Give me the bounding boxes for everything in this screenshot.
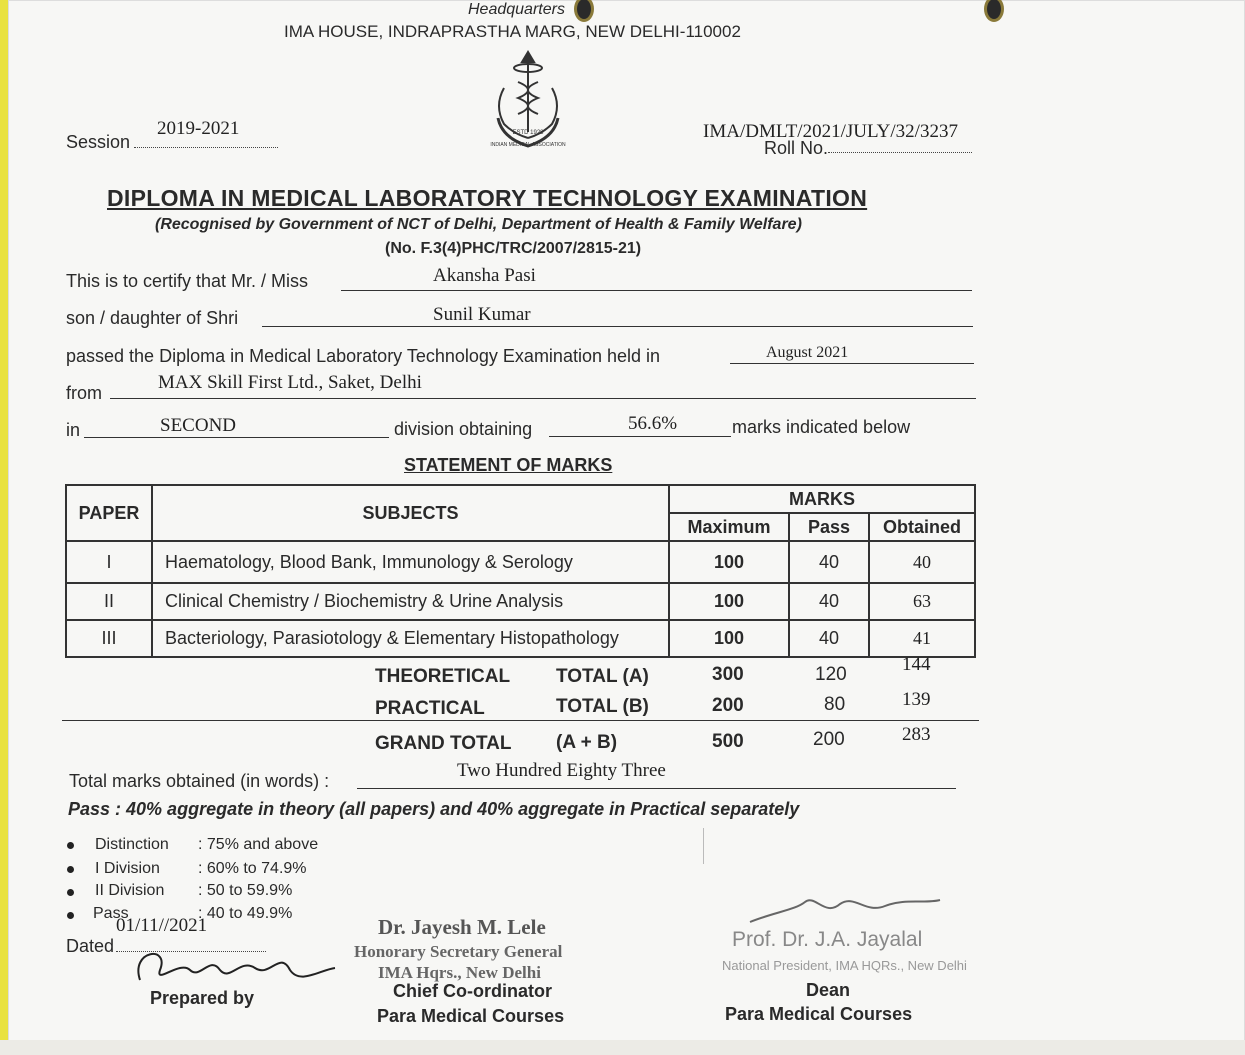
- table-row: [66, 583, 975, 620]
- header-paper: PAPER: [66, 485, 152, 541]
- maximum-marks: 100: [669, 541, 789, 583]
- practical-obtained: 139: [902, 689, 931, 710]
- passed-label: passed the Diploma in Medical Laboratory Technology Examination held in: [66, 346, 661, 366]
- ima-emblem-icon: [478, 48, 578, 152]
- exam-held-in: August 2021: [766, 344, 849, 361]
- address: IMA HOUSE, INDRAPRASTHA MARG, NEW DELHI-110002: [284, 22, 741, 41]
- grade-range: : 60% to 74.9%: [198, 860, 307, 877]
- grade-range: : 75% and above: [198, 836, 319, 853]
- session-label: Session: [66, 132, 131, 152]
- pass-marks: 40: [789, 583, 869, 620]
- practical-pass: 80: [824, 694, 846, 715]
- from-label: from: [66, 383, 102, 403]
- grand-pass: 200: [813, 729, 845, 750]
- paper-number: III: [66, 620, 152, 657]
- coordinator-stamp-place: IMA Hqrs., New Delhi: [378, 963, 541, 982]
- underlying-sheet: [0, 1040, 1245, 1055]
- table-row: [66, 620, 975, 657]
- obtained-marks: 41: [869, 620, 975, 657]
- theoretical-maximum: 300: [712, 664, 744, 685]
- pass-marks: 40: [789, 620, 869, 657]
- header-maximum: Maximum: [669, 513, 789, 541]
- header-marks: MARKS: [669, 485, 975, 513]
- parent-label: son / daughter of Shri: [66, 308, 239, 328]
- obtained-marks: 40: [869, 541, 975, 583]
- grand-total-label: GRAND TOTAL: [375, 733, 512, 754]
- practical-maximum: 200: [712, 695, 744, 716]
- paper-number: I: [66, 541, 152, 583]
- theoretical-obtained: 144: [902, 654, 931, 675]
- practical-total-label: TOTAL (B): [556, 696, 649, 717]
- grand-total-formula: (A + B): [556, 732, 618, 753]
- grade-name: Distinction: [95, 836, 169, 853]
- svg-text:INDIAN MEDICAL ASSOCIATION: INDIAN MEDICAL ASSOCIATION: [490, 142, 566, 148]
- grade-range: : 40 to 49.9%: [198, 905, 293, 922]
- theoretical-label: THEORETICAL: [375, 666, 511, 687]
- maximum-marks: 100: [669, 583, 789, 620]
- grade-range: : 50 to 59.9%: [198, 882, 293, 899]
- headquarters-label: Headquarters: [468, 1, 565, 18]
- dated-label: Dated: [66, 936, 115, 956]
- theoretical-pass: 120: [815, 664, 847, 685]
- division-value: SECOND: [160, 415, 237, 436]
- roll-no-label: Roll No.: [764, 138, 829, 158]
- svg-text:ESTD 1928: ESTD 1928: [512, 130, 544, 136]
- subject-name: Haematology, Blood Bank, Immunology & Serology: [152, 541, 669, 583]
- theoretical-total-label: TOTAL (A): [556, 666, 649, 687]
- header-pass: Pass: [789, 513, 869, 541]
- dean-signature: [745, 892, 945, 932]
- practical-label: PRACTICAL: [375, 698, 485, 719]
- certificate-title: DIPLOMA IN MEDICAL LABORATORY TECHNOLOGY EXAMINATION: [107, 185, 868, 211]
- recognition-line: (Recognised by Government of NCT of Delhi, Department of Health & Family Welfare): [155, 216, 802, 233]
- certify-label: This is to certify that Mr. / Miss: [66, 271, 309, 291]
- marks-indicated-label: marks indicated below: [732, 417, 911, 437]
- header-obtained: Obtained: [869, 513, 975, 541]
- pass-marks: 40: [789, 541, 869, 583]
- reference-number: (No. F.3(4)PHC/TRC/2007/2815-21): [385, 240, 642, 257]
- division-label: division obtaining: [394, 419, 533, 439]
- coordinator-stamp-name: Dr. Jayesh M. Lele: [378, 915, 546, 939]
- pass-criteria: Pass : 40% aggregate in theory (all papers) and 40% aggregate in Practical separately: [68, 799, 800, 819]
- subject-name: Bacteriology, Parasiotology & Elementary Histopathology: [152, 620, 669, 657]
- dean-stamp-title: National President, IMA HQRs., New Delhi: [722, 958, 967, 973]
- grand-maximum: 500: [712, 731, 744, 752]
- coordinator-stamp-title: Honorary Secretary General: [354, 942, 563, 961]
- dean-dept: Para Medical Courses: [725, 1004, 913, 1024]
- session-value: 2019-2021: [157, 118, 240, 139]
- obtained-marks: 63: [869, 583, 975, 620]
- subject-name: Clinical Chemistry / Biochemistry & Urine Analysis: [152, 583, 669, 620]
- institute-name: MAX Skill First Ltd., Saket, Delhi: [158, 372, 422, 393]
- parent-name: Sunil Kumar: [433, 304, 531, 325]
- statement-of-marks-title: STATEMENT OF MARKS: [404, 455, 613, 475]
- bullet-icon: [67, 912, 74, 919]
- candidate-name: Akansha Pasi: [433, 265, 536, 286]
- words-label: Total marks obtained (in words) :: [69, 771, 330, 791]
- grade-name: Pass: [93, 905, 129, 922]
- paper-number: II: [66, 583, 152, 620]
- maximum-marks: 100: [669, 620, 789, 657]
- dated-value: 01/11//2021: [116, 915, 208, 936]
- dean-role: Dean: [806, 980, 851, 1000]
- words-value: Two Hundred Eighty Three: [457, 760, 666, 781]
- roll-no-value: IMA/DMLT/2021/JULY/32/3237: [703, 121, 958, 142]
- coordinator-dept: Para Medical Courses: [377, 1006, 565, 1026]
- in-label: in: [66, 420, 81, 440]
- marks-table: [65, 484, 976, 658]
- bullet-icon: [67, 842, 74, 849]
- prepared-by-label: Prepared by: [150, 988, 255, 1008]
- grade-name: II Division: [95, 882, 165, 899]
- header-subjects: SUBJECTS: [152, 485, 669, 541]
- percentage-value: 56.6%: [628, 413, 678, 434]
- grade-name: I Division: [95, 860, 160, 877]
- prepared-signature: [130, 940, 340, 990]
- bullet-icon: [67, 889, 74, 896]
- table-row: [66, 541, 975, 583]
- bullet-icon: [67, 866, 74, 873]
- dean-stamp-name: Prof. Dr. J.A. Jayalal: [732, 928, 923, 951]
- divider: [703, 828, 704, 864]
- grand-obtained: 283: [902, 724, 931, 745]
- coordinator-role: Chief Co-ordinator: [393, 981, 552, 1001]
